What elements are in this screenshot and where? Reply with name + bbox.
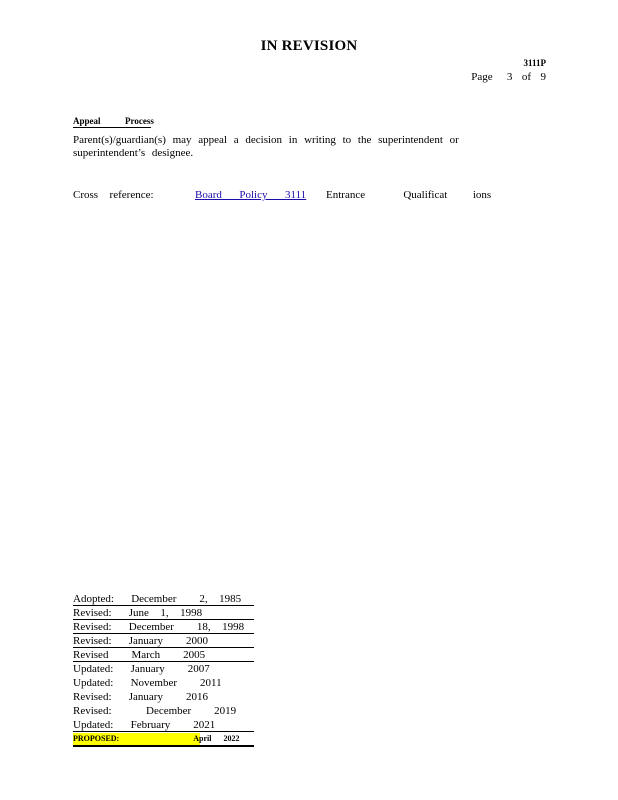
- policy-code: 3111P: [523, 58, 546, 68]
- history-row: Updated: February 2021: [73, 718, 254, 732]
- cross-reference-title: Entrance Qualificat ions: [326, 189, 492, 201]
- proposed-row: [73, 733, 254, 747]
- proposed-date: April 2022: [193, 734, 240, 743]
- page-number: Page 3 of 9: [471, 71, 546, 83]
- history-row: Adopted: December 2, 1985: [73, 592, 254, 606]
- history-row: Revised: December 18, 1998: [73, 620, 254, 634]
- history-row: Revised: June 1, 1998: [73, 606, 254, 620]
- revision-history: [73, 592, 254, 747]
- history-row: Updated: November 2011: [73, 677, 222, 689]
- history-row: Revised: January 2016: [73, 691, 208, 703]
- history-row: Revised March 2005: [73, 648, 254, 662]
- history-row: Revised: December 2019: [73, 705, 237, 717]
- cross-reference-label: Cross reference:: [73, 189, 154, 201]
- document-status-title: IN REVISION: [260, 38, 358, 54]
- history-row: Revised: January 2000: [73, 634, 254, 648]
- section-heading: Appeal Process: [73, 116, 154, 126]
- board-policy-link[interactable]: Board Policy 3111: [195, 189, 307, 201]
- section-body: Parent(s)/guardian(s) may appeal a decision in writing to the superintendent or superintendent’s designee.: [73, 134, 459, 159]
- history-row: Updated: January 2007: [73, 663, 210, 675]
- proposed-label: PROPOSED:: [73, 734, 120, 743]
